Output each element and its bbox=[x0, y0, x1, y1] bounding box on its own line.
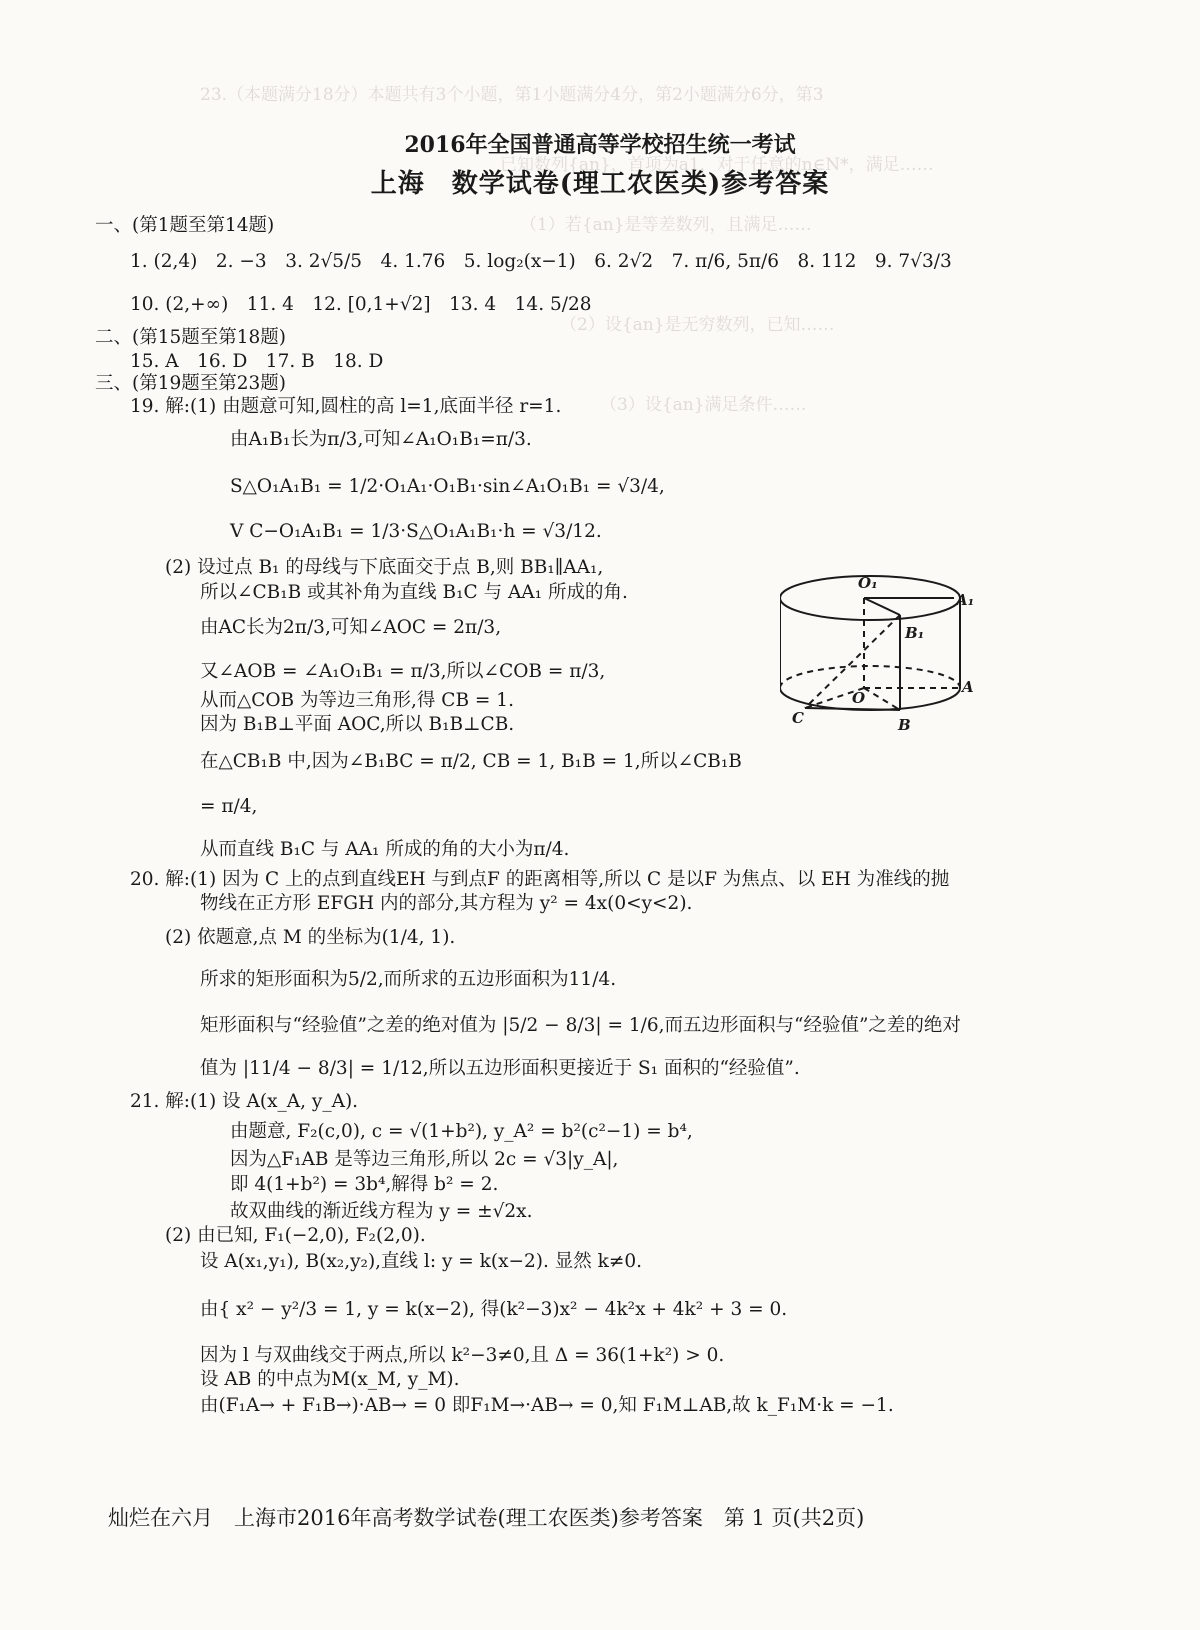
bleed-through-line: 23.（本题满分18分）本题共有3个小题，第1小题满分4分，第2小题满分6分，第3 bbox=[200, 85, 824, 105]
section-heading: 二、(第15题至第18题) bbox=[95, 327, 287, 348]
label-O: O bbox=[852, 689, 866, 707]
bleed-through-line: （3）设{an}满足条件…… bbox=[600, 395, 807, 415]
solution-line: 设 AB 的中点为M(x_M, y_M). bbox=[200, 1369, 460, 1390]
answer-line: 1. (2,4) 2. −3 3. 2√5/5 4. 1.76 5. log₂(x−1) 6. 2√2 7. π/6, 5π/6 8. 112 9. 7√3/3 bbox=[130, 251, 952, 272]
cylinder-figure bbox=[780, 570, 990, 740]
solution-line: 19. 解:(1) 由题意可知,圆柱的高 l=1,底面半径 r=1. bbox=[130, 396, 562, 417]
label-C: C bbox=[792, 709, 804, 727]
solution-line: 值为 |11/4 − 8/3| = 1/12,所以五边形面积更接近于 S₁ 面积的“经验值”. bbox=[200, 1058, 800, 1079]
solution-line: 物线在正方形 EFGH 内的部分,其方程为 y² = 4x(0<y<2). bbox=[200, 893, 693, 914]
solution-line: 20. 解:(1) 因为 C 上的点到直线EH 与到点F 的距离相等,所以 C 是以F 为焦点、以 EH 为准线的抛 bbox=[130, 869, 950, 890]
label-A1: A₁ bbox=[956, 591, 975, 609]
solution-line: 设 A(x₁,y₁), B(x₂,y₂),直线 l: y = k(x−2). 显然 k≠0. bbox=[200, 1251, 643, 1272]
solution-line: 矩形面积与“经验值”之差的绝对值为 |5/2 − 8/3| = 1/6,而五边形面积与“经验值”之差的绝对 bbox=[200, 1015, 961, 1036]
solution-line: (2) 依题意,点 M 的坐标为(1/4, 1). bbox=[165, 927, 456, 948]
solution-line: 由(F₁A→ + F₁B→)·AB→ = 0 即F₁M→·AB→ = 0,知 F₁M⊥AB,故 k_F₁M·k = −1. bbox=[200, 1395, 894, 1416]
answer-line: 15. A 16. D 17. B 18. D bbox=[130, 351, 384, 372]
solution-line: 又∠AOB = ∠A₁O₁B₁ = π/3,所以∠COB = π/3, bbox=[200, 661, 606, 682]
solution-line: S△O₁A₁B₁ = 1/2·O₁A₁·O₁B₁·sin∠A₁O₁B₁ = √3/4, bbox=[230, 476, 665, 497]
solution-line: 从而直线 B₁C 与 AA₁ 所成的角的大小为π/4. bbox=[200, 839, 570, 860]
answer-line: 10. (2,+∞) 11. 4 12. [0,1+√2] 13. 4 14. 5/28 bbox=[130, 294, 592, 315]
solution-line: 在△CB₁B 中,因为∠B₁BC = π/2, CB = 1, B₁B = 1,所以∠CB₁B bbox=[200, 751, 742, 772]
solution-line: 因为△F₁AB 是等边三角形,所以 2c = √3|y_A|, bbox=[230, 1149, 619, 1170]
bleed-through-line: （1）若{an}是等差数列，且满足…… bbox=[520, 215, 812, 235]
solution-line: 因为 l 与双曲线交于两点,所以 k²−3≠0,且 Δ = 36(1+k²) > 0. bbox=[200, 1345, 725, 1366]
solution-line: V C−O₁A₁B₁ = 1/3·S△O₁A₁B₁·h = √3/12. bbox=[230, 521, 602, 542]
section-heading: 一、(第1题至第14题) bbox=[95, 215, 275, 236]
solution-line: (2) 设过点 B₁ 的母线与下底面交于点 B,则 BB₁∥AA₁, bbox=[165, 557, 604, 578]
label-A: A bbox=[962, 678, 974, 696]
label-B: B bbox=[898, 716, 911, 734]
page-subtitle: 上海 数学试卷(理工农医类)参考答案 bbox=[370, 169, 830, 199]
solution-line: 即 4(1+b²) = 3b⁴,解得 b² = 2. bbox=[230, 1174, 499, 1195]
solution-line: 由AC长为2π/3,可知∠AOC = 2π/3, bbox=[200, 617, 502, 638]
solution-line: 由题意, F₂(c,0), c = √(1+b²), y_A² = b²(c²−1) = b⁴, bbox=[230, 1121, 693, 1142]
solution-line: 所求的矩形面积为5/2,而所求的五边形面积为11/4. bbox=[200, 969, 617, 990]
label-O1: O₁ bbox=[858, 574, 878, 592]
label-B1: B₁ bbox=[905, 624, 925, 642]
page-footer: 灿烂在六月 上海市2016年高考数学试卷(理工农医类)参考答案 第 1 页(共2页) bbox=[108, 1506, 865, 1530]
solution-line: 由A₁B₁长为π/3,可知∠A₁O₁B₁=π/3. bbox=[230, 429, 532, 450]
bleed-through-line: 已知数列{an}，首项为a1，对于任意的n∈N*，满足…… bbox=[500, 155, 934, 175]
solution-line: (2) 由已知, F₁(−2,0), F₂(2,0). bbox=[165, 1225, 426, 1246]
solution-line: 所以∠CB₁B 或其补角为直线 B₁C 与 AA₁ 所成的角. bbox=[200, 582, 628, 603]
section-heading: 三、(第19题至第23题) bbox=[95, 373, 287, 394]
solution-line: 从而△COB 为等边三角形,得 CB = 1. bbox=[200, 690, 514, 711]
solution-line: 故双曲线的渐近线方程为 y = ±√2x. bbox=[230, 1201, 533, 1222]
solution-line: 由{ x² − y²/3 = 1, y = k(x−2), 得(k²−3)x² − 4k²x + 4k² + 3 = 0. bbox=[200, 1299, 788, 1320]
solution-line: 21. 解:(1) 设 A(x_A, y_A). bbox=[130, 1091, 359, 1112]
bleed-through-line: （2）设{an}是无穷数列，已知…… bbox=[560, 315, 835, 335]
solution-line: 因为 B₁B⊥平面 AOC,所以 B₁B⊥CB. bbox=[200, 714, 515, 735]
solution-line: = π/4, bbox=[200, 796, 258, 817]
page-title: 2016年全国普通高等学校招生统一考试 bbox=[404, 132, 796, 158]
